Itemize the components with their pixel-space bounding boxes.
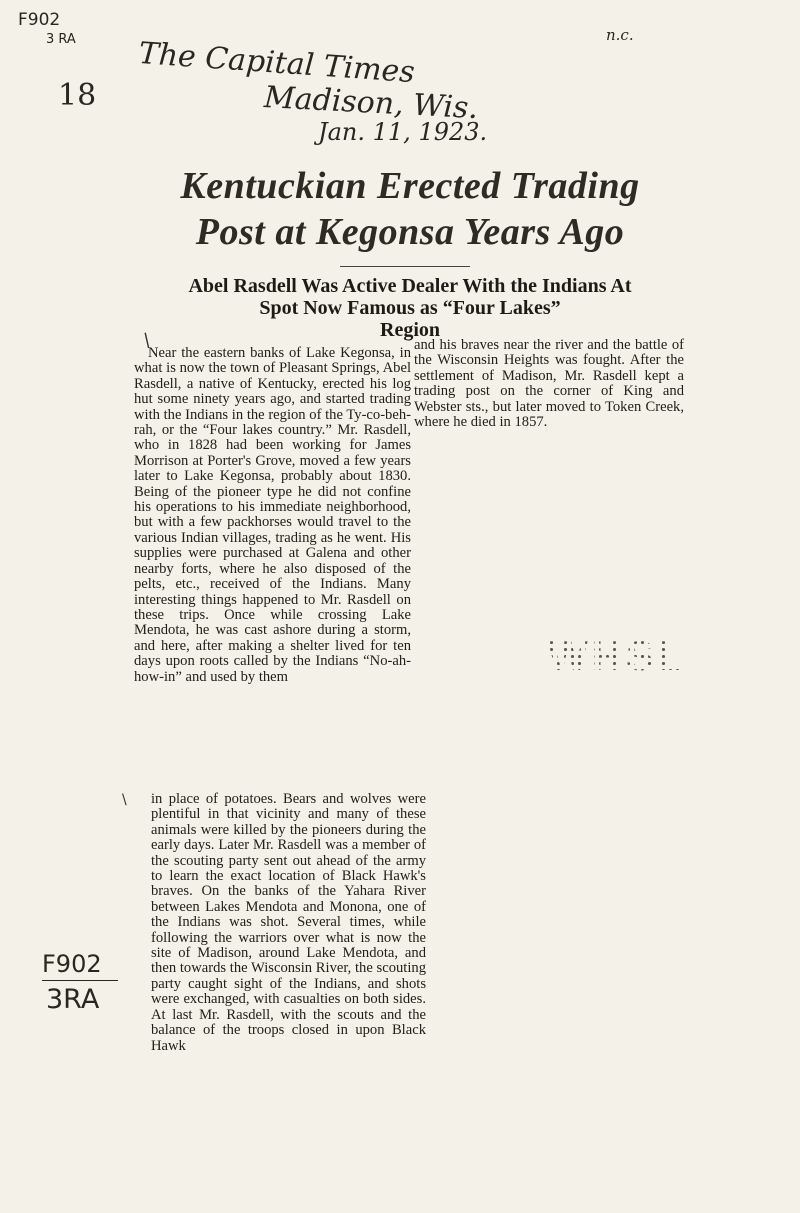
margin-tick: \ [122, 792, 127, 808]
catalog-code-bottom: F902 [42, 950, 102, 978]
subhead-line-1: Abel Rasdell Was Active Dealer With the Indians At [188, 275, 632, 297]
column-1-text: Near the eastern banks of Lake Kegonsa, in what is now the town of Pleasant Springs, Abel Rasdell, a native of Kentucky, erected his log hut some ninety years ago, and started trading with the Indians in the region of the Ty-co-beh-rah, or the “Four lakes country.” Mr. Rasdell, who in 1828 had been working for James Morrison at Porter's Grove, moved a few years later to Lake Kegonsa, probably about 1830. Being of the pioneer type he did not confine his operations to his immediate neighborhood, but with a few packhorses would travel to the various Indian villages, trading as he went. His supplies were purchased at Galena and other nearby forts, where he also disposed of the pelts, etc., received of the Indians. Many interesting things happened to Mr. Rasdell on these trips. Once while crossing Lake Mendota, he was cast ashore during a storm, and here, after making a shelter lived for ten days upon roots called by the Indians “No-ah-how-in” and used by them [134, 345, 411, 685]
source-city: Madison, Wis. [263, 80, 479, 127]
article-column-2 [151, 792, 426, 1054]
margin-mark: / [139, 329, 155, 352]
article-column-1 [134, 346, 411, 685]
headline-line-2: Post at Kegonsa Years Ago [195, 211, 625, 253]
headline-line-1: Kentuckian Erected Trading [180, 165, 640, 207]
column-3-text: and his braves near the river and the battle of the Wisconsin Heights was fought. After the settlement of Madison, Mr. Rasdell kept a trading post on the corner of King and Webster sts., but later moved to Token Creek, where he died in 1857. [414, 337, 684, 431]
subhead-line-2: Spot Now Famous as “Four Lakes” [259, 297, 561, 319]
catalog-sub-bottom: 3RA [46, 984, 100, 1015]
page-number: 18 [58, 78, 97, 113]
column-2-text: in place of potatoes. Bears and wolves were plentiful in that vicinity and many of these animals were killed by the pioneers during the early days. Later Mr. Rasdell was a member of the scouting party sent out ahead of the army to learn the exact location of Black Hawk's braves. On the banks of the Yahara River between Lakes Mendota and Monona, one of the Indians was shot. Several times, while following the warriors over what is now the site of Madison, around Lake Mendota, and then towards the Wisconsin River, the scouting party caught sight of the Indians, and shots were exchanged, with casualties on both sides. At last Mr. Rasdell, with the scouts and the balance of the troops closed in upon Black Hawk [151, 791, 426, 1054]
headline-rule [340, 266, 470, 267]
subhead-line-3: Region [380, 319, 440, 341]
source-date: Jan. 11, 1923. [318, 118, 488, 146]
catalog-code-top: F902 [18, 10, 61, 30]
corner-initials: n.c. [606, 26, 634, 44]
library-perforation-stamp: WHSL [548, 632, 688, 679]
catalog-underline [42, 980, 118, 981]
catalog-sub-top: 3 RA [46, 32, 76, 47]
source-publication: The Capital Times [137, 36, 416, 91]
article-column-3 [414, 338, 684, 430]
